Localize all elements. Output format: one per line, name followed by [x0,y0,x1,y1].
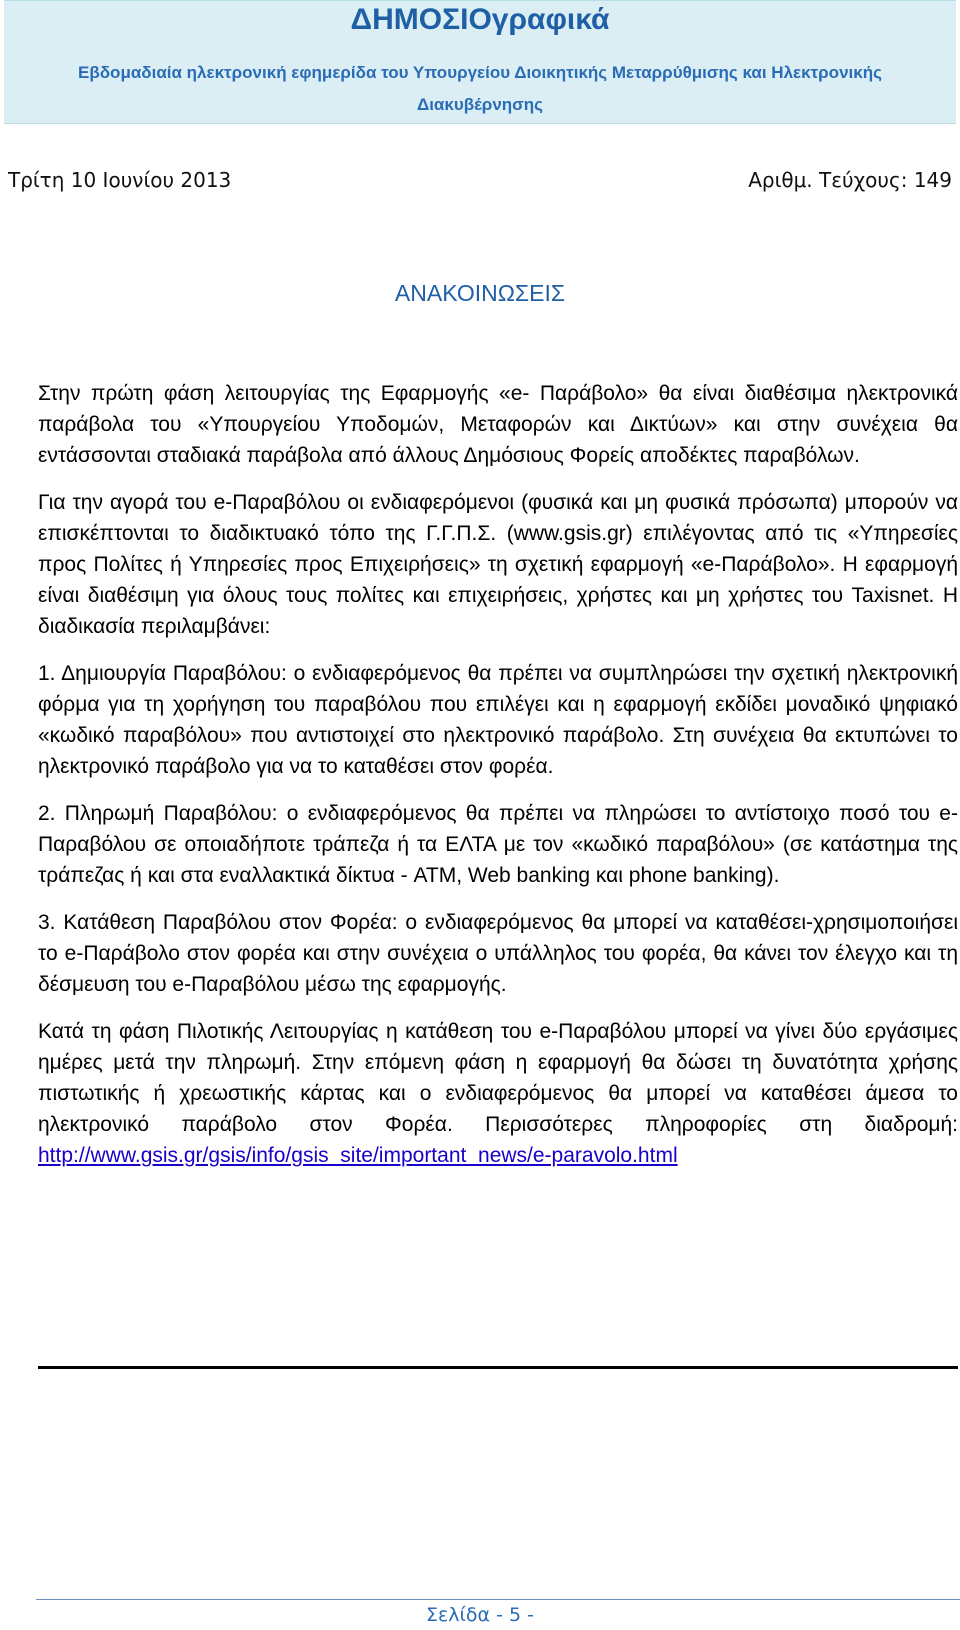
step-1-label: 1. Δημιουργία Παραβόλου: [38,662,287,685]
masthead-banner [4,0,956,124]
issue-number: Αριθμ. Τεύχους: 149 [748,168,952,192]
newspaper-title: ΔΗΜΟΣΙΟγραφικά [350,3,610,36]
purchase-paragraph: Για την αγορά του e-Παραβόλου οι ενδιαφερόμενοι (φυσικά και μη φυσικά πρόσωπα) μπορούν να επισκέπτονται το διαδικτυακό τόπο της Γ.Γ.Π.Σ. (www.gsis.gr) επιλέγοντας από τις «Υπηρεσίες προς Πολίτες ή Υπηρεσίες προς Επιχειρήσεις» τη σχετική εφαρμογή «e-Παράβολο». Η εφαρμογή είναι διαθέσιμη για όλους τους πολίτες και επιχειρήσεις, χρήστες και μη χρήστες του Taxisnet. Η διαδικασία περιλαμβάνει: [38,491,958,638]
step-3-paragraph [38,907,958,1000]
intro-paragraph: Στην πρώτη φάση λειτουργίας της Εφαρμογής «e- Παράβολο» θα είναι διαθέσιμα ηλεκτρονικά παράβολα του «Υπουργείου Υποδομών, Μεταφορών και Δικτύων» και στην συνέχεια θα εντάσσονται σταδιακά παράβολα από άλλους Δημόσιους Φορείς αποδέκτες παραβόλων. [38,382,958,467]
step-3-text: ο ενδιαφερόμενος θα μπορεί να καταθέσει-χρησιμοποιήσει το e-Παράβολο στον φορέα και στην συνέχεια ο υπάλληλος του φορέα, θα κάνει τον έλεγχο και τη δέσμευση του e-Παραβόλου μέσω της εφαρμογής. [38,911,958,996]
step-3-label: 3. Κατάθεση Παραβόλου στον Φορέα: [38,911,398,934]
announcement-article [38,378,958,1187]
closing-text: Κατά τη φάση Πιλοτικής Λειτουργίας η κατάθεση του e-Παραβόλου μπορεί να γίνει δύο εργάσιμες ημέρες μετά την πληρωμή. Στην επόμενη φάση η εφαρμογή θα δώσει τη δυνατότητα χρήσης πιστωτικής ή χρεωστικής κάρτας και ο ενδιαφερόμενος θα μπορεί να καταθέσει άμεσα το ηλεκτρονικό παράβολο στον Φορέα. Περισσότερες πληροφορίες στη διαδρομή: [38,1020,958,1136]
article-end-divider [38,1366,958,1369]
step-2-text: ο ενδιαφερόμενος θα πρέπει να πληρώσει το αντίστοιχο ποσό του e-Παραβόλου σε οποιαδήποτε τράπεζα ή τα ΕΛΤΑ με τον «κωδικό παραβόλου» (σε κατάστημα της τράπεζας ή και στα εναλλακτικά δίκτυα - ATM, Web banking και phone banking). [38,802,958,887]
issue-date: Τρίτη 10 Ιουνίου 2013 [8,168,232,192]
step-1-paragraph [38,658,958,782]
section-heading: ΑΝΑΚΟΙΝΩΣΕΙΣ [394,280,566,306]
step-2-paragraph [38,798,958,891]
page-number: Σελίδα - 5 - [425,1604,535,1626]
closing-paragraph [38,1016,958,1171]
footer-divider [36,1599,960,1600]
more-info-link[interactable]: http://www.gsis.gr/gsis/info/gsis_site/important_news/e-paravolo.html [38,1144,678,1167]
newspaper-subtitle: Εβδομαδιαία ηλεκτρονική εφημερίδα του Υπουργείου Διοικητικής Μεταρρύθμισης και Ηλεκτρονικής Διακυβέρνησης [78,63,882,114]
issue-info-row [8,168,952,192]
step-1-text: ο ενδιαφερόμενος θα πρέπει να συμπληρώσει την σχετική ηλεκτρονική φόρμα για τη χορήγηση του παραβόλου που επιλέγει και η εφαρμογή εκδίδει μοναδικό ψηφιακό «κωδικό παραβόλου» που αντιστοιχεί στο ηλεκτρονικό παράβολο. Στη συνέχεια θα εκτυπώνει το ηλεκτρονικό παράβολο για να το καταθέσει στον φορέα. [38,662,958,778]
step-2-label: 2. Πληρωμή Παραβόλου: [38,802,278,825]
